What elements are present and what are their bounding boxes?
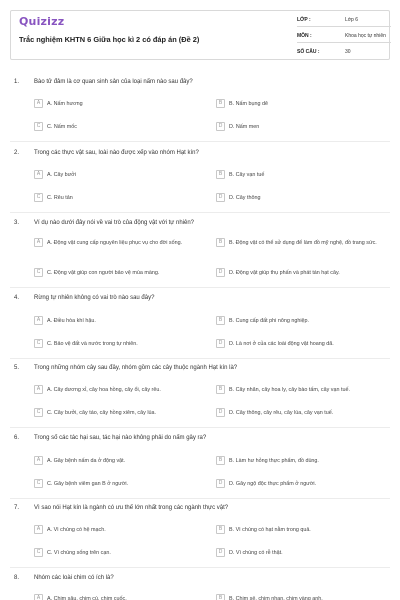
worksheet-meta: [297, 11, 391, 61]
question-number: 8.: [14, 575, 20, 581]
option-text: B. Cây vạn tuế: [229, 171, 265, 178]
option-letter: A: [34, 99, 43, 108]
meta-row-grade: [297, 14, 391, 27]
question-number: 1.: [14, 79, 20, 85]
option-letter: A: [34, 238, 43, 247]
question-text: Ví dụ nào dưới đây nói về vai trò của động vật với tự nhiên?: [34, 220, 194, 226]
option-text: C. Động vật giúp con người bảo vệ mùa màng.: [47, 269, 160, 276]
option-letter: C: [34, 408, 43, 417]
question-text: Trong số các tác hại sau, tác hại nào không phải do nấm gây ra?: [34, 435, 207, 441]
meta-row-subject: [297, 30, 391, 43]
meta-label: LỚP :: [297, 17, 311, 23]
question-divider: [10, 287, 390, 288]
meta-value: Khoa học tự nhiên: [345, 33, 386, 39]
option-letter: D: [216, 548, 225, 557]
option-text: A. Vì chúng có hệ mạch.: [47, 526, 106, 533]
option-text: C. Bảo vệ đất và nước trong tự nhiên.: [47, 340, 138, 347]
option-letter: B: [216, 525, 225, 534]
option-text: D. Cây thông, cây rêu, cây lúa, cây vạn tuế.: [229, 409, 334, 416]
option-text: D. Vì chúng có rễ thật.: [229, 549, 283, 556]
quizizz-logo: Quizizz: [19, 15, 65, 28]
question-divider: [10, 567, 390, 568]
option-text: D. Động vật giúp thụ phấn và phát tán hạt cây.: [229, 269, 340, 276]
option-letter: C: [34, 479, 43, 488]
option-letter: D: [216, 193, 225, 202]
option-text: B. Chim sẻ, chim nhạn, chim vàng anh.: [229, 595, 323, 600]
question-text: Bào tử đảm là cơ quan sinh sản của loại nấm nào sau đây?: [34, 79, 193, 85]
option-letter: B: [216, 99, 225, 108]
option-text: B. Cung cấp đất phi nông nghiệp.: [229, 317, 310, 324]
question-number: 7.: [14, 505, 20, 511]
option-letter: C: [34, 268, 43, 277]
worksheet-title: Trắc nghiệm KHTN 6 Giữa học kì 2 có đáp án (Đề 2): [19, 35, 200, 44]
option-text: C. Gây bệnh viêm gan B ở người.: [47, 480, 129, 487]
option-text: C. Cây bưởi, cây táo, cây hồng xiêm, cây lúa.: [47, 409, 157, 416]
option-text: A. Chim sâu, chim cú, chim cuốc.: [47, 595, 127, 600]
option-text: A. Nấm hương: [47, 100, 83, 107]
option-letter: D: [216, 122, 225, 131]
option-letter: D: [216, 268, 225, 277]
meta-label: SỐ CÂU :: [297, 49, 320, 55]
option-letter: A: [34, 594, 43, 600]
option-letter: A: [34, 525, 43, 534]
option-letter: B: [216, 316, 225, 325]
option-letter: B: [216, 385, 225, 394]
option-letter: C: [34, 548, 43, 557]
meta-value: Lớp 6: [345, 17, 359, 23]
option-letter: C: [34, 193, 43, 202]
option-letter: D: [216, 339, 225, 348]
option-text: B. Động vật có thể sử dụng để làm đồ mỹ nghệ, đồ trang sức.: [229, 239, 377, 246]
option-letter: D: [216, 479, 225, 488]
option-text: C. Rêu tản: [47, 194, 73, 201]
question-number: 6.: [14, 435, 20, 441]
option-text: C. Vì chúng sống trên cạn.: [47, 549, 111, 556]
option-letter: A: [34, 385, 43, 394]
option-text: A. Động vật cung cấp nguyên liệu phục vụ cho đời sống.: [47, 239, 183, 246]
option-text: C. Nấm mốc: [47, 123, 77, 130]
option-letter: B: [216, 594, 225, 600]
meta-row-count: [297, 46, 391, 59]
question-number: 5.: [14, 365, 20, 371]
question-divider: [10, 141, 390, 142]
question-divider: [10, 427, 390, 428]
question-text: Trong các thực vật sau, loài nào được xếp vào nhóm Hạt kín?: [34, 150, 199, 156]
question-number: 3.: [14, 220, 20, 226]
option-text: B. Nấm bụng dê: [229, 100, 268, 107]
option-letter: D: [216, 408, 225, 417]
question-divider: [10, 212, 390, 213]
option-text: B. Vì chúng có hạt nằm trong quả.: [229, 526, 311, 533]
option-text: A. Điều hòa khí hậu.: [47, 317, 96, 324]
question-text: Vì sao nói Hạt kín là ngành có ưu thế lớn nhất trong các ngành thực vật?: [34, 505, 229, 511]
question-text: Trong những nhóm cây sau đây, nhóm gồm các cây thuộc ngành Hạt kín là?: [34, 365, 238, 371]
meta-value: 30: [345, 49, 351, 55]
option-letter: A: [34, 170, 43, 179]
option-letter: A: [34, 316, 43, 325]
option-text: D. Nấm men: [229, 123, 260, 130]
option-text: D. Là nơi ở của các loài động vật hoang dã.: [229, 340, 334, 347]
meta-label: MÔN :: [297, 33, 312, 39]
option-letter: B: [216, 238, 225, 247]
option-letter: B: [216, 456, 225, 465]
option-text: B. Cây nhãn, cây hoa ly, cây bào tấm, cây vạn tuế.: [229, 386, 350, 393]
option-text: A. Gây bệnh nấm da ở động vật.: [47, 457, 126, 464]
question-divider: [10, 498, 390, 499]
question-number: 2.: [14, 150, 20, 156]
option-text: A. Cây dương xỉ, cây hoa hồng, cây ổi, cây rêu.: [47, 386, 161, 393]
option-letter: A: [34, 456, 43, 465]
question-text: Rừng tự nhiên không có vai trò nào sau đây?: [34, 295, 155, 301]
option-letter: C: [34, 339, 43, 348]
worksheet-header: [10, 10, 390, 60]
option-letter: B: [216, 170, 225, 179]
option-text: B. Làm hư hỏng thực phẩm, đồ dùng.: [229, 457, 319, 464]
option-letter: C: [34, 122, 43, 131]
question-text: Nhóm các loài chim có ích là?: [34, 575, 114, 581]
option-text: D. Gây ngộ độc thực phẩm ở người.: [229, 480, 317, 487]
question-number: 4.: [14, 295, 20, 301]
option-text: A. Cây bưởi: [47, 171, 77, 178]
option-text: D. Cây thông: [229, 194, 261, 201]
question-divider: [10, 358, 390, 359]
